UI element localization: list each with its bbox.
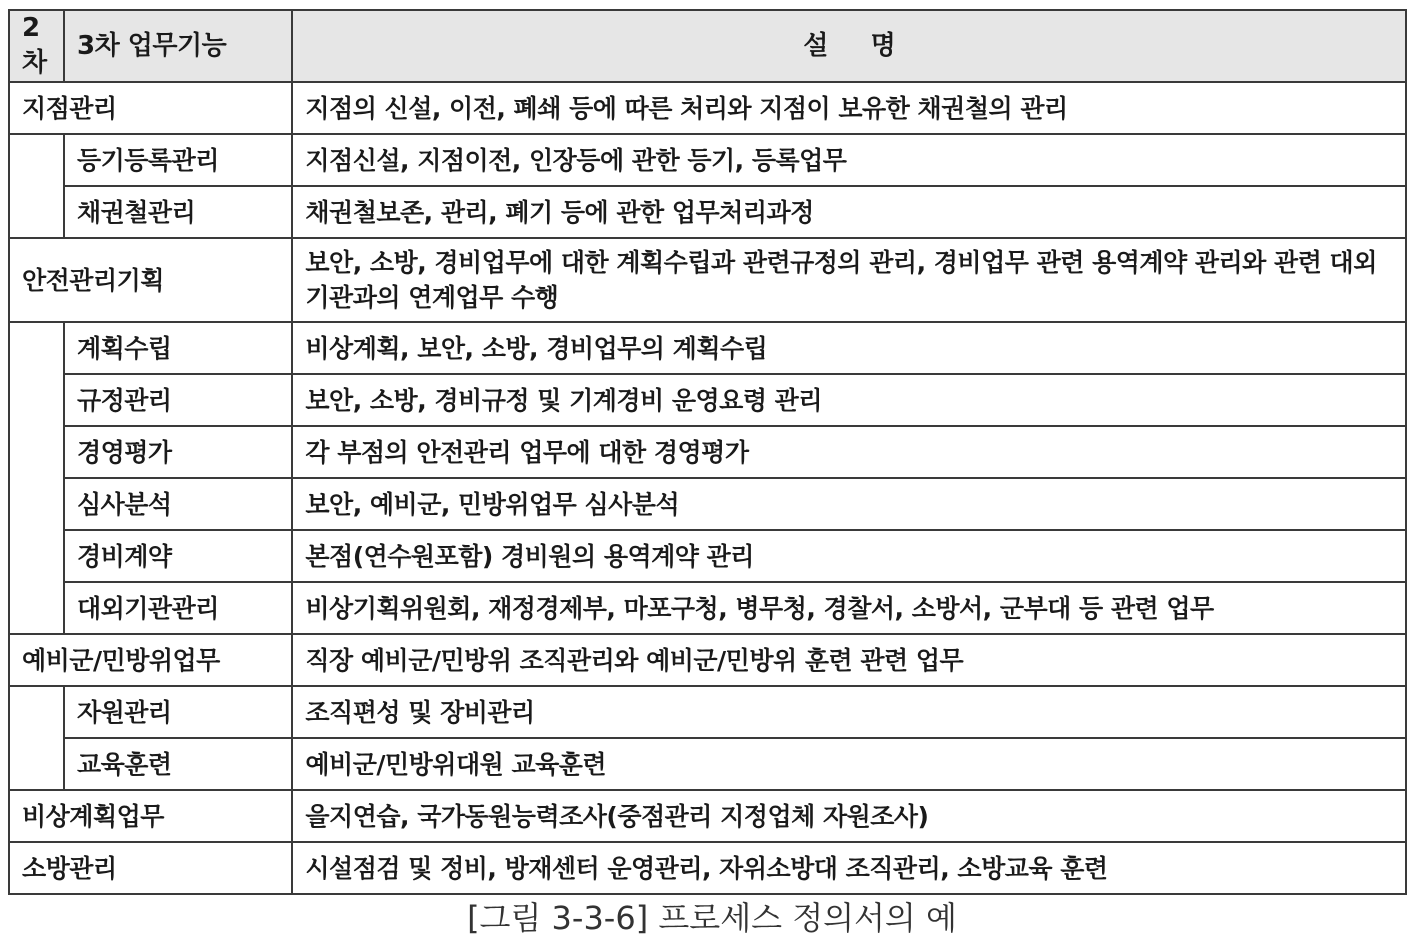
- table-row: [9, 530, 1406, 582]
- header-level2: 2차: [9, 10, 64, 82]
- header-level3: 3차 업무기능: [64, 10, 292, 82]
- function-description: 조직편성 및 장비관리: [292, 686, 1406, 738]
- table-row: [9, 582, 1406, 634]
- header-description: 설 명: [292, 10, 1406, 82]
- table-row: [9, 426, 1406, 478]
- level3-function-name: 계획수립: [64, 322, 292, 374]
- function-description: 비상계획, 보안, 소방, 경비업무의 계획수립: [292, 322, 1406, 374]
- function-description: 시설점검 및 정비, 방재센터 운영관리, 자위소방대 조직관리, 소방교육 훈련: [292, 842, 1406, 894]
- function-description: 지점의 신설, 이전, 폐쇄 등에 따른 처리와 지점이 보유한 채권철의 관리: [292, 82, 1406, 134]
- level2-function-name: 비상계획업무: [9, 790, 292, 842]
- table-row: [9, 790, 1406, 842]
- indent-cell: [9, 738, 64, 790]
- function-description: 본점(연수원포함) 경비원의 용역계약 관리: [292, 530, 1406, 582]
- table-row: [9, 134, 1406, 186]
- level3-function-name: 심사분석: [64, 478, 292, 530]
- indent-cell: [9, 134, 64, 186]
- indent-cell: [9, 426, 64, 478]
- table-row: [9, 686, 1406, 738]
- table-row: [9, 634, 1406, 686]
- table-header-row: [9, 10, 1406, 82]
- indent-cell: [9, 186, 64, 238]
- table-row: [9, 374, 1406, 426]
- function-description: 각 부점의 안전관리 업무에 대한 경영평가: [292, 426, 1406, 478]
- table-row: [9, 738, 1406, 790]
- process-definition-table: [8, 9, 1407, 895]
- level2-function-name: 안전관리기획: [9, 238, 292, 322]
- table-row: [9, 478, 1406, 530]
- function-description: 보안, 소방, 경비규정 및 기계경비 운영요령 관리: [292, 374, 1406, 426]
- level3-function-name: 등기등록관리: [64, 134, 292, 186]
- indent-cell: [9, 374, 64, 426]
- level2-function-name: 지점관리: [9, 82, 292, 134]
- table-row: [9, 82, 1406, 134]
- function-description: 지점신설, 지점이전, 인장등에 관한 등기, 등록업무: [292, 134, 1406, 186]
- level3-function-name: 경비계약: [64, 530, 292, 582]
- function-description: 을지연습, 국가동원능력조사(중점관리 지정업체 자원조사): [292, 790, 1406, 842]
- table-row: [9, 322, 1406, 374]
- table-row: [9, 186, 1406, 238]
- indent-cell: [9, 686, 64, 738]
- process-definition-document: [8, 9, 1407, 937]
- function-description: 직장 예비군/민방위 조직관리와 예비군/민방위 훈련 관련 업무: [292, 634, 1406, 686]
- indent-cell: [9, 478, 64, 530]
- level3-function-name: 경영평가: [64, 426, 292, 478]
- table-row: [9, 238, 1406, 322]
- level3-function-name: 대외기관관리: [64, 582, 292, 634]
- level2-function-name: 소방관리: [9, 842, 292, 894]
- function-description: 보안, 예비군, 민방위업무 심사분석: [292, 478, 1406, 530]
- function-description: 비상기획위원회, 재정경제부, 마포구청, 병무청, 경찰서, 소방서, 군부대 등 관련 업무: [292, 582, 1406, 634]
- indent-cell: [9, 530, 64, 582]
- level3-function-name: 교육훈련: [64, 738, 292, 790]
- table-row: [9, 842, 1406, 894]
- level3-function-name: 자원관리: [64, 686, 292, 738]
- level3-function-name: 채권철관리: [64, 186, 292, 238]
- table-body: [9, 82, 1406, 894]
- function-description: 보안, 소방, 경비업무에 대한 계획수립과 관련규정의 관리, 경비업무 관련 용역계약 관리와 관련 대외기관과의 연계업무 수행: [292, 238, 1406, 322]
- indent-cell: [9, 582, 64, 634]
- function-description: 채권철보존, 관리, 폐기 등에 관한 업무처리과정: [292, 186, 1406, 238]
- level3-function-name: 규정관리: [64, 374, 292, 426]
- indent-cell: [9, 322, 64, 374]
- figure-caption: [그림 3-3-6] 프로세스 정의서의 예: [467, 899, 957, 937]
- function-description: 예비군/민방위대원 교육훈련: [292, 738, 1406, 790]
- level2-function-name: 예비군/민방위업무: [9, 634, 292, 686]
